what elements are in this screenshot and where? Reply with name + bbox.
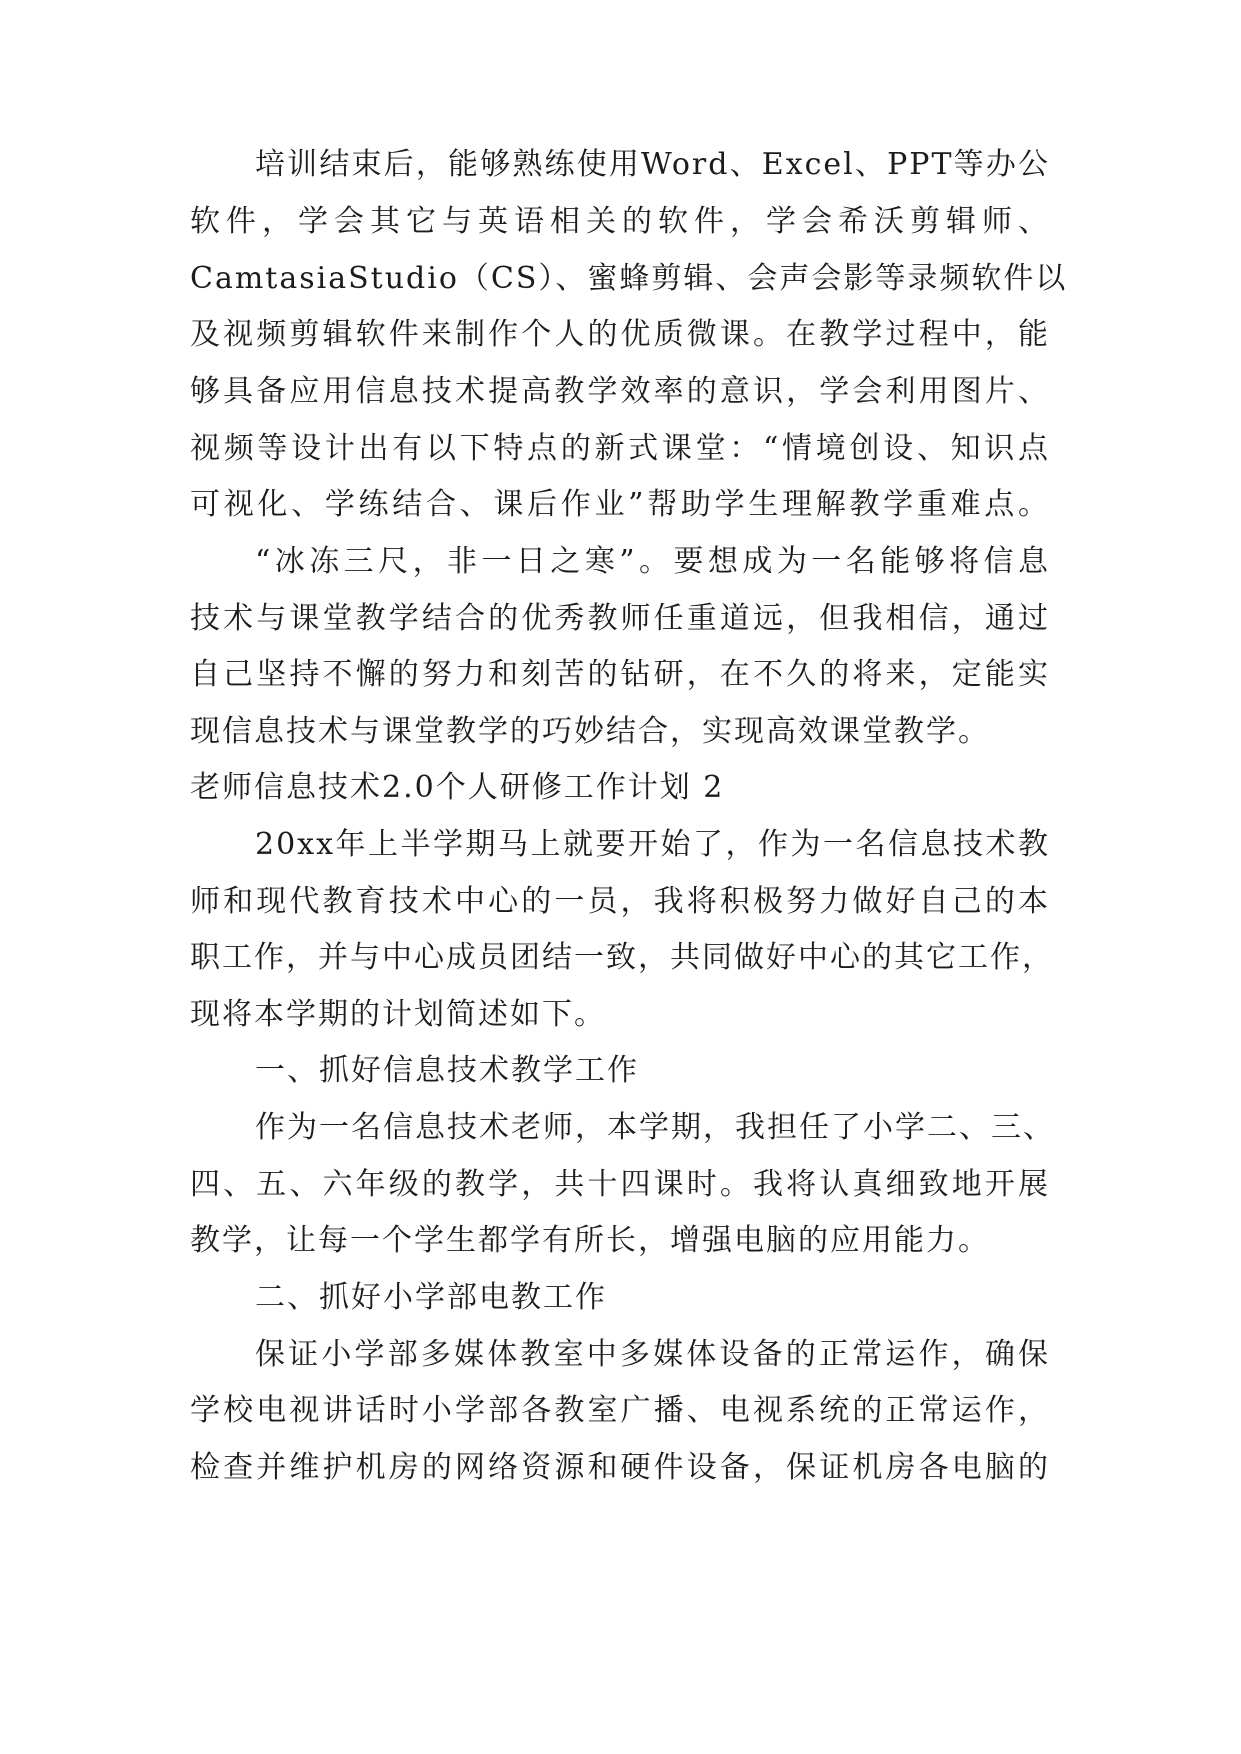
paragraph-line: 够具备应用信息技术提高教学效率的意识，学会利用图片、 [190,374,1050,409]
paragraph-line: 技术与课堂教学结合的优秀教师任重道远，但我相信，通过 [190,601,1050,636]
paragraph-line: 培训结束后，能够熟练使用Word、Excel、PPT等办公 [255,147,1050,182]
subsection-heading: 一、抓好信息技术教学工作 [255,1053,639,1088]
paragraph-line: 检查并维护机房的网络资源和硬件设备，保证机房各电脑的 [190,1450,1050,1485]
paragraph-line: 现将本学期的计划简述如下。 [190,997,606,1032]
paragraph-line: 视频等设计出有以下特点的新式课堂：“情境创设、知识点 [190,431,1050,466]
paragraph-line: 作为一名信息技术老师，本学期，我担任了小学二、三、 [255,1110,1055,1145]
paragraph-line: 学校电视讲话时小学部各教室广播、电视系统的正常运作， [190,1393,1050,1428]
paragraph-line: 现信息技术与课堂教学的巧妙结合，实现高效课堂教学。 [190,714,990,749]
paragraph-line: 保证小学部多媒体教室中多媒体设备的正常运作，确保 [255,1337,1050,1372]
subsection-heading: 二、抓好小学部电教工作 [255,1280,607,1315]
paragraph-line: 可视化、学练结合、课后作业”帮助学生理解教学重难点。 [190,487,1050,522]
paragraph-line: 教学，让每一个学生都学有所长，增强电脑的应用能力。 [190,1223,990,1258]
paragraph-line: 职工作，并与中心成员团结一致，共同做好中心的其它工作， [190,940,1054,975]
section-heading: 老师信息技术2.0个人研修工作计划 2 [190,770,725,805]
paragraph-line: “冰冻三尺，非一日之寒”。要想成为一名能够将信息 [255,544,1050,579]
paragraph-line: 四、五、六年级的教学，共十四课时。我将认真细致地开展 [190,1167,1050,1202]
paragraph-line: 及视频剪辑软件来制作个人的优质微课。在教学过程中，能 [190,317,1050,352]
paragraph-line: 师和现代教育技术中心的一员，我将积极努力做好自己的本 [190,884,1050,919]
paragraph-line: 20xx年上半学期马上就要开始了，作为一名信息技术教 [255,827,1050,862]
paragraph-line: CamtasiaStudio（CS）、蜜蜂剪辑、会声会影等录频软件以 [190,261,1068,296]
paragraph-line: 自己坚持不懈的努力和刻苦的钻研，在不久的将来，定能实 [190,657,1050,692]
paragraph-line: 软件，学会其它与英语相关的软件，学会希沃剪辑师、 [190,204,1050,239]
